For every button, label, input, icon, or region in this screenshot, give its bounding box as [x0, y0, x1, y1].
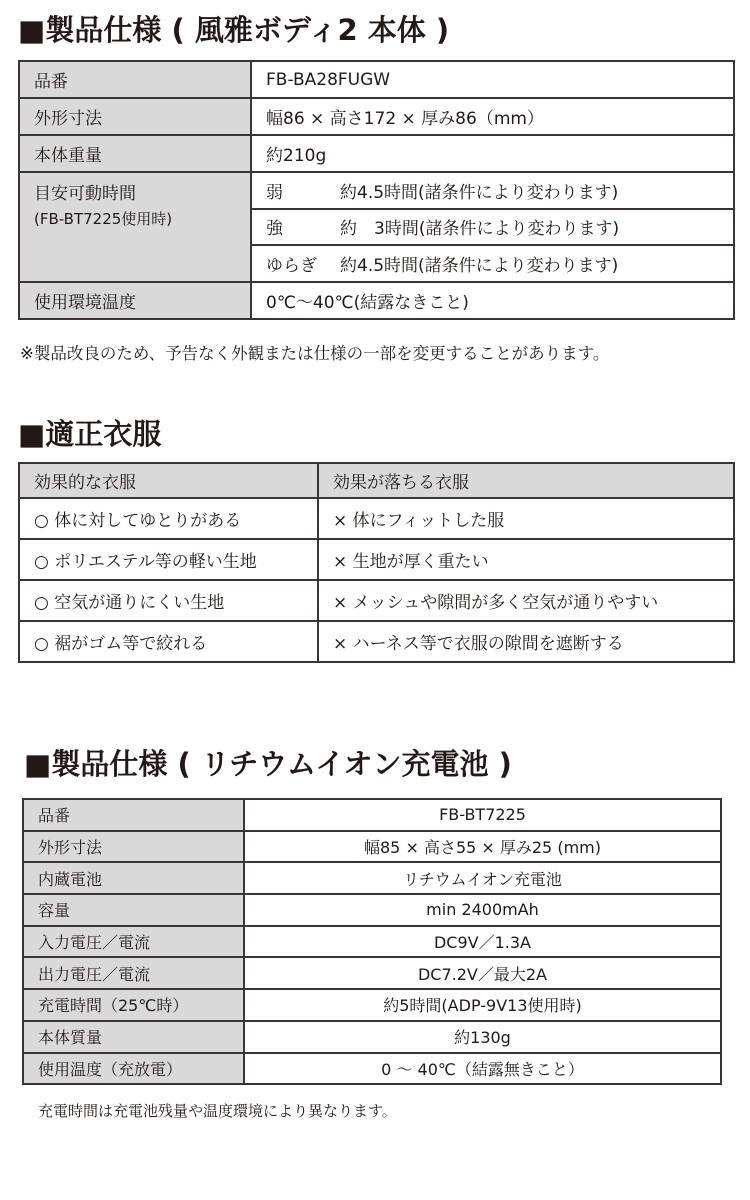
row-value: min 2400mAh	[244, 894, 721, 926]
table-row	[23, 862, 721, 894]
body-spec-title: ■製品仕様 ( 風雅ボディ2 本体 )	[18, 13, 450, 47]
row-label: 使用温度（充放電）	[23, 1053, 244, 1085]
row-value: 0 ～ 40℃（結露無きこと）	[244, 1053, 721, 1085]
row-value: 約130g	[244, 1021, 721, 1053]
mode-value: 約 3時間(諸条件により変わります)	[340, 219, 620, 240]
effective-item: ○ 裾がゴム等で絞れる	[19, 621, 318, 662]
runtime-label-cell	[19, 172, 251, 282]
runtime-sublabel: (FB-BT7225使用時)	[34, 210, 173, 228]
table-row	[19, 172, 734, 209]
battery-spec-title: ■製品仕様 ( リチウムイオン充電池 )	[24, 747, 512, 781]
row-label: 本体重量	[19, 135, 251, 172]
mode-name: 強	[266, 219, 283, 240]
row-value: FB-BT7225	[244, 799, 721, 831]
row-label: 外形寸法	[23, 831, 244, 863]
row-value: 約210g	[251, 135, 734, 172]
less-effective-item: × ハーネス等で衣服の隙間を遮断する	[318, 621, 734, 662]
table-row	[19, 621, 734, 662]
row-label: 外形寸法	[19, 98, 251, 135]
table-row	[23, 1021, 721, 1053]
table-row	[19, 282, 734, 319]
row-label: 容量	[23, 894, 244, 926]
effective-item: ○ 空気が通りにくい生地	[19, 580, 318, 621]
row-value: 約5時間(ADP-9V13使用時)	[244, 989, 721, 1021]
clothing-title: ■適正衣服	[18, 417, 162, 451]
less-effective-item: × メッシュや隙間が多く空気が通りやすい	[318, 580, 734, 621]
table-row	[23, 989, 721, 1021]
row-value: DC7.2V／最大2A	[244, 957, 721, 989]
mode-name: 弱	[266, 182, 283, 203]
less-effective-item: × 生地が厚く重たい	[318, 539, 734, 580]
less-effective-item: × 体にフィットした服	[318, 498, 734, 539]
mode-value: 約4.5時間(諸条件により変わります)	[340, 182, 619, 203]
runtime-label: 目安可動時間	[34, 184, 136, 204]
row-label: 内蔵電池	[23, 862, 244, 894]
row-value: 幅85 × 高さ55 × 厚み25 (mm)	[244, 831, 721, 863]
body-spec-note: ※製品改良のため、予告なく外観または仕様の一部を変更することがあります。	[20, 344, 610, 363]
table-row	[19, 498, 734, 539]
row-label: 品番	[23, 799, 244, 831]
table-row	[19, 539, 734, 580]
table-row	[19, 580, 734, 621]
header-less-effective: 効果が落ちる衣服	[318, 463, 734, 498]
table-row	[23, 1053, 721, 1085]
effective-item: ○ ポリエステル等の軽い生地	[19, 539, 318, 580]
table-header	[19, 463, 734, 498]
row-value: 0℃～40℃(結露なきこと)	[251, 282, 734, 319]
row-label: 品番	[19, 61, 251, 98]
battery-spec-note: 充電時間は充電池残量や温度環境により異なります。	[38, 1102, 397, 1120]
table-row	[19, 98, 734, 135]
row-label: 使用環境温度	[19, 282, 251, 319]
header-effective: 効果的な衣服	[19, 463, 318, 498]
row-label: 充電時間（25℃時）	[23, 989, 244, 1021]
table-row	[23, 894, 721, 926]
mode-name: ゆらぎ	[266, 255, 317, 276]
body-spec-table	[18, 60, 735, 320]
battery-spec-table	[22, 798, 722, 1085]
table-row	[19, 61, 734, 98]
runtime-mode	[251, 209, 734, 246]
table-row	[23, 831, 721, 863]
table-row	[23, 799, 721, 831]
row-value: DC9V／1.3A	[244, 926, 721, 958]
table-row	[19, 135, 734, 172]
row-label: 本体質量	[23, 1021, 244, 1053]
row-value: FB-BA28FUGW	[251, 61, 734, 98]
row-label: 入力電圧／電流	[23, 926, 244, 958]
effective-item: ○ 体に対してゆとりがある	[19, 498, 318, 539]
mode-value: 約4.5時間(諸条件により変わります)	[340, 255, 619, 276]
table-row	[23, 926, 721, 958]
runtime-mode	[251, 245, 734, 282]
row-value: リチウムイオン充電池	[244, 862, 721, 894]
runtime-mode	[251, 172, 734, 209]
row-label: 出力電圧／電流	[23, 957, 244, 989]
table-row	[23, 957, 721, 989]
row-value: 幅86 × 高さ172 × 厚み86（mm）	[251, 98, 734, 135]
clothing-table	[18, 462, 735, 663]
